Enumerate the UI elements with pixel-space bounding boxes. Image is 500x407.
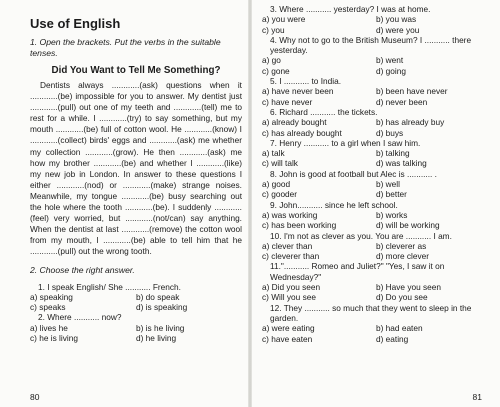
question-stem: 9. John........... since he left school. — [270, 199, 398, 210]
answer-options — [262, 148, 490, 169]
answer-option: c) gone — [262, 65, 290, 76]
answer-option: d) he living — [136, 332, 177, 343]
question-item — [262, 138, 490, 169]
question-item — [262, 169, 490, 200]
section-heading: Use of English — [30, 16, 121, 31]
answer-option: a) was working — [262, 209, 318, 220]
answer-option: d) is speaking — [136, 302, 188, 313]
question-item — [30, 312, 242, 343]
answer-option: b) went — [376, 55, 404, 66]
right-page — [252, 0, 500, 407]
answer-option: b) do speak — [136, 291, 180, 302]
question-stem: 1. I speak English/ She ........... French. — [38, 281, 181, 292]
page-number-right: 81 — [472, 392, 482, 402]
answer-option: d) Do you see — [376, 292, 428, 303]
answer-option: d) more clever — [376, 251, 430, 262]
question-item — [262, 76, 490, 107]
question-stem: 6. Richard ........... the tickets. — [270, 106, 378, 117]
question-item — [262, 261, 490, 302]
answer-option: b) Have you seen — [376, 282, 442, 293]
answer-option: c) Will you see — [262, 292, 316, 303]
answer-options — [262, 282, 490, 303]
answer-option: c) has been working — [262, 220, 337, 231]
answer-options — [262, 14, 490, 35]
answer-option: c) he is living — [30, 332, 78, 343]
question-stem: 12. They ........... so much that they went to sleep in the garden. — [270, 302, 472, 323]
answer-option: a) talk — [262, 148, 285, 159]
answer-option: b) been have never — [376, 86, 448, 97]
question-stem: 11."........... Romeo and Juliet?" "Yes, I saw it on Wednesday?" — [270, 261, 445, 282]
answer-option: b) you was — [376, 14, 417, 25]
left-page — [0, 0, 248, 407]
story-title: Did You Want to Tell Me Something? — [51, 65, 221, 76]
answer-option: a) clever than — [262, 240, 313, 251]
answer-option: c) cleverer than — [262, 251, 320, 262]
answer-option: c) you — [262, 24, 285, 35]
answer-option: c) have never — [262, 96, 313, 107]
answer-option: b) had eaten — [376, 323, 423, 334]
question-stem: 5. I ........... to India. — [270, 76, 342, 87]
answer-options — [30, 323, 242, 344]
answer-option: a) good — [262, 179, 291, 190]
answer-option: d) eating — [376, 333, 409, 344]
answer-options — [262, 117, 490, 138]
answer-option: a) speaking — [30, 291, 73, 302]
page-number-left: 80 — [30, 392, 40, 402]
question-item — [262, 200, 490, 231]
answer-options — [262, 179, 490, 200]
question-item — [262, 4, 490, 35]
answer-option: c) has already bought — [262, 127, 342, 138]
question-stem: 4. Why not to go to the British Museum? I ........... there yesterday. — [270, 34, 472, 56]
answer-option: d) better — [376, 189, 407, 200]
answer-option: c) gooder — [262, 189, 298, 200]
task-2-instruction: 2. Choose the right answer. — [30, 264, 135, 275]
story-paragraph: Dentists always ............(ask) questions when it ............(be) impossible for you to answer. My dentist just ............(pull) out one of my teeth and ............(tell) me to rest for a while. I ............(try) to say something, but my mouth ............(be) full of cotton wool. He ............(know) I ............(collect) birds' eggs and ............(ask) me whether my collection ............(grow). He then ............(ask) me how my brother ............(be) and whether I ............(like) my new job in London. In answer to these questions I either ............(nod) or ............(make) strange noises. Meanwhile, my tongue ............(be) busy searching out the hole where the tooth ............(be). I suddenly ............(feel) very worried, but ............(not/can) say anything. When the dentist at last ............(remove) the cotton wool from my mouth, I ............(be) able to tell him that he ............(pull) out the wrong tooth. — [30, 80, 242, 257]
answer-option: a) already bought — [262, 117, 327, 128]
answer-options — [262, 86, 490, 107]
answer-option: a) were eating — [262, 323, 315, 334]
answer-option: a) lives he — [30, 322, 68, 333]
answer-option: b) well — [376, 179, 400, 190]
right-question-list — [262, 4, 490, 344]
question-item — [30, 282, 242, 313]
question-item — [262, 35, 490, 76]
answer-option: c) have eaten — [262, 333, 313, 344]
question-stem: 3. Where ........... yesterday? I was at home. — [270, 4, 431, 14]
question-stem: 7. Henry ........... to a girl when I saw him. — [270, 137, 421, 148]
answer-option: d) were you — [376, 24, 420, 35]
answer-option: b) talking — [376, 148, 410, 159]
answer-option: b) is he living — [136, 322, 185, 333]
answer-options — [262, 323, 490, 344]
answer-option: d) buys — [376, 127, 404, 138]
task-1-instruction: 1. Open the brackets. Put the verbs in the suitable tenses. — [30, 37, 221, 58]
answer-option: d) going — [376, 65, 406, 76]
answer-option: d) never been — [376, 96, 428, 107]
answer-option: c) will talk — [262, 158, 298, 169]
answer-option: d) was talking — [376, 158, 427, 169]
answer-option: b) has already buy — [376, 117, 445, 128]
answer-options — [30, 292, 242, 313]
answer-option: c) speaks — [30, 302, 66, 313]
question-stem: 10. I'm not as clever as you. You are ........... I am. — [270, 230, 452, 241]
question-item — [262, 303, 490, 344]
answer-option: b) cleverer as — [376, 240, 427, 251]
answer-option: a) go — [262, 55, 281, 66]
answer-option: a) have never been — [262, 86, 334, 97]
question-item — [262, 107, 490, 138]
question-stem: 2. Where ........... now? — [38, 312, 122, 323]
answer-options — [262, 241, 490, 262]
question-item — [262, 231, 490, 262]
answer-options — [262, 55, 490, 76]
answer-options — [262, 210, 490, 231]
left-question-list — [30, 282, 242, 344]
question-stem: 8. John is good at football but Alec is ........... . — [270, 168, 437, 179]
answer-option: d) will be working — [376, 220, 440, 231]
answer-option: a) you were — [262, 14, 306, 25]
answer-option: b) works — [376, 209, 408, 220]
answer-option: a) Did you seen — [262, 282, 321, 293]
